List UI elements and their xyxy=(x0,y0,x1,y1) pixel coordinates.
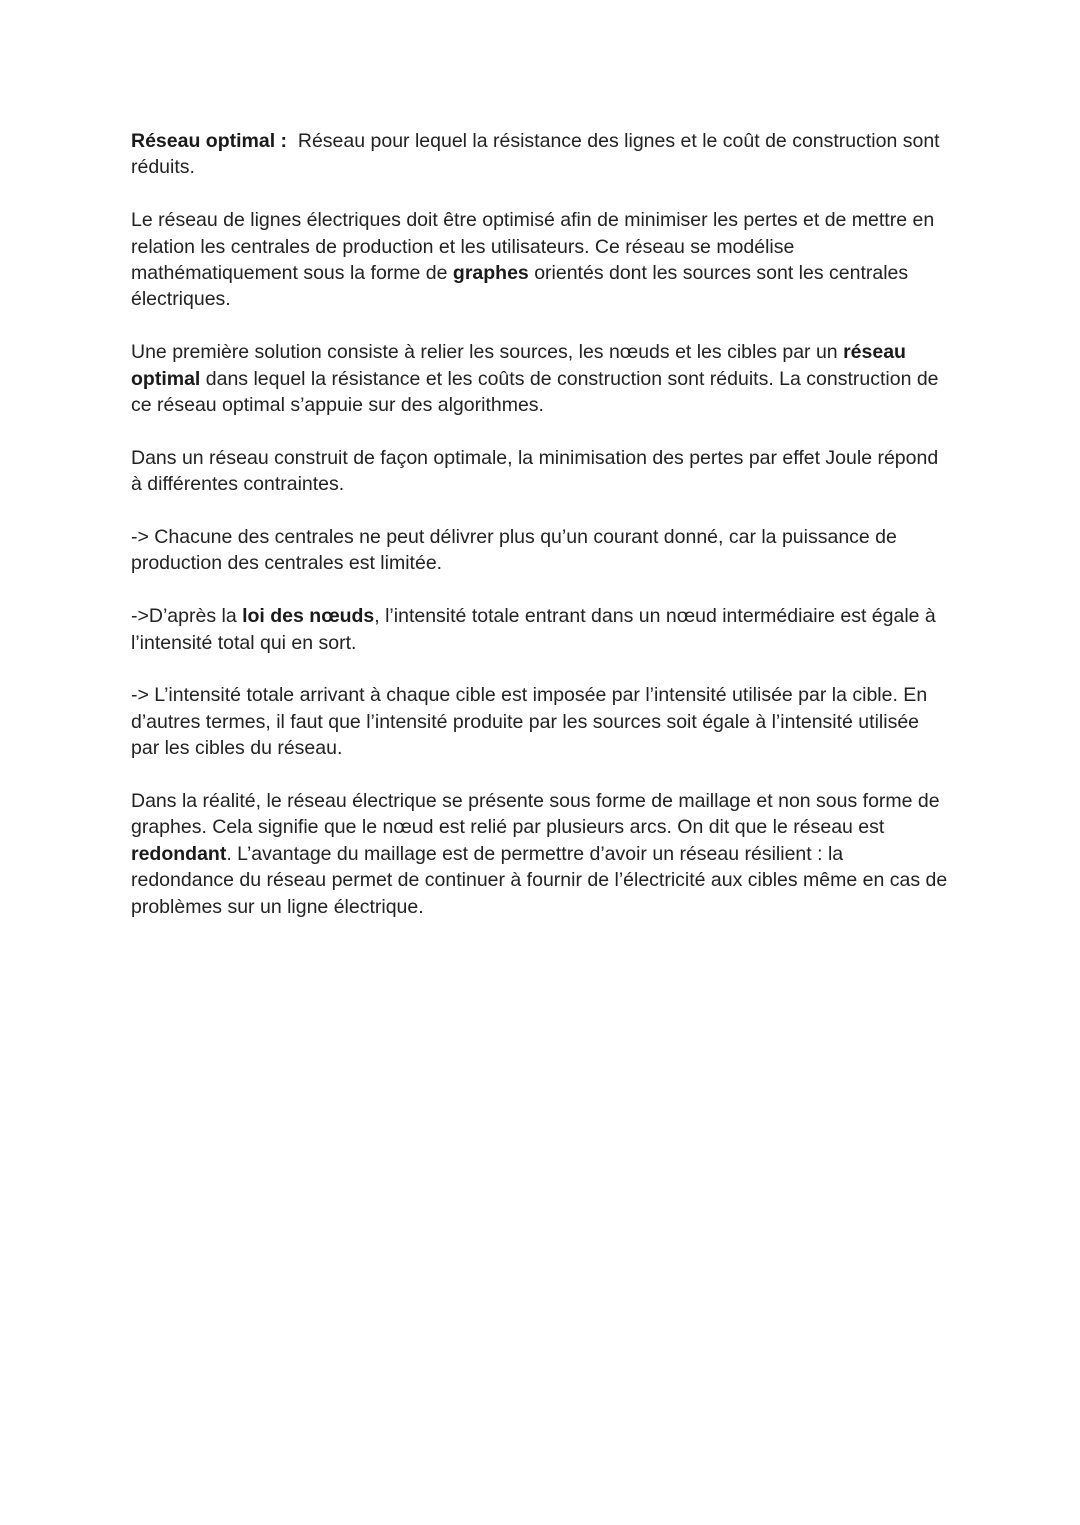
paragraph-premiere-solution xyxy=(131,339,951,418)
paragraph-graphes xyxy=(131,207,951,313)
text-segment: orientés dont les sources sont les centrales électriques. xyxy=(131,262,914,311)
paragraph-contrainte-centrales xyxy=(131,524,951,577)
text-segment: Dans la réalité, le réseau électrique se présente sous forme de maillage et non sous forme de graphes. Cela signifie que le nœud est relié par plusieurs arcs. On dit que le réseau est xyxy=(131,790,946,839)
paragraph-effet-joule xyxy=(131,445,951,498)
bold-term: redondant xyxy=(131,842,227,865)
paragraph-maillage xyxy=(131,788,951,920)
paragraph-intensite-cibles xyxy=(131,682,951,761)
text-segment: . L’avantage du maillage est de permettre d’avoir un réseau résilient : la redondance du réseau permet de continuer à fournir de l’électricité aux cibles même en cas de problèmes sur un ligne électrique. xyxy=(131,842,948,918)
text-segment: Réseau pour lequel la résistance des lignes et le coût de construction sont réduits. xyxy=(131,130,946,179)
text-segment: -> Chacune des centrales ne peut délivrer plus qu’un courant donné, car la puissance de production des centrales est limitée. xyxy=(131,526,897,575)
paragraph-definition-reseau-optimal xyxy=(131,128,951,181)
document-body xyxy=(131,128,951,946)
text-segment: -> L’intensité totale arrivant à chaque cible est imposée par l’intensité utilisée par la cible. En d’autres termes, il faut que l’intensité produite par les sources soit égale à l’intensité utilisée par les cibles du réseau. xyxy=(131,684,928,760)
paragraph-loi-des-noeuds xyxy=(131,603,951,656)
text-segment: , l’intensité totale entrant dans un nœud intermédiaire est égale à l’intensité total qui en sort. xyxy=(131,605,936,654)
bold-term: graphes xyxy=(452,262,529,285)
text-segment: Dans un réseau construit de façon optimale, la minimisation des pertes par effet Joule répond à différentes contraintes. xyxy=(131,446,939,496)
bold-term: Réseau optimal : xyxy=(131,130,288,152)
text-segment: Le réseau de lignes électriques doit être optimisé afin de minimiser les pertes et de mettre en relation les centrales de production et les utilisateurs. Ce réseau se modélise mathématiquement sous la forme de xyxy=(131,209,940,285)
text-segment: ->D’après la xyxy=(131,605,243,628)
bold-term: loi des nœuds xyxy=(242,605,375,628)
bold-term: réseau optimal xyxy=(131,341,906,390)
text-segment: dans lequel la résistance et les coûts de construction sont réduits. La construction de ce réseau optimal s’appuie sur des algorithmes. xyxy=(131,367,944,417)
text-segment: Une première solution consiste à relier les sources, les nœuds et les cibles par un xyxy=(131,341,844,364)
